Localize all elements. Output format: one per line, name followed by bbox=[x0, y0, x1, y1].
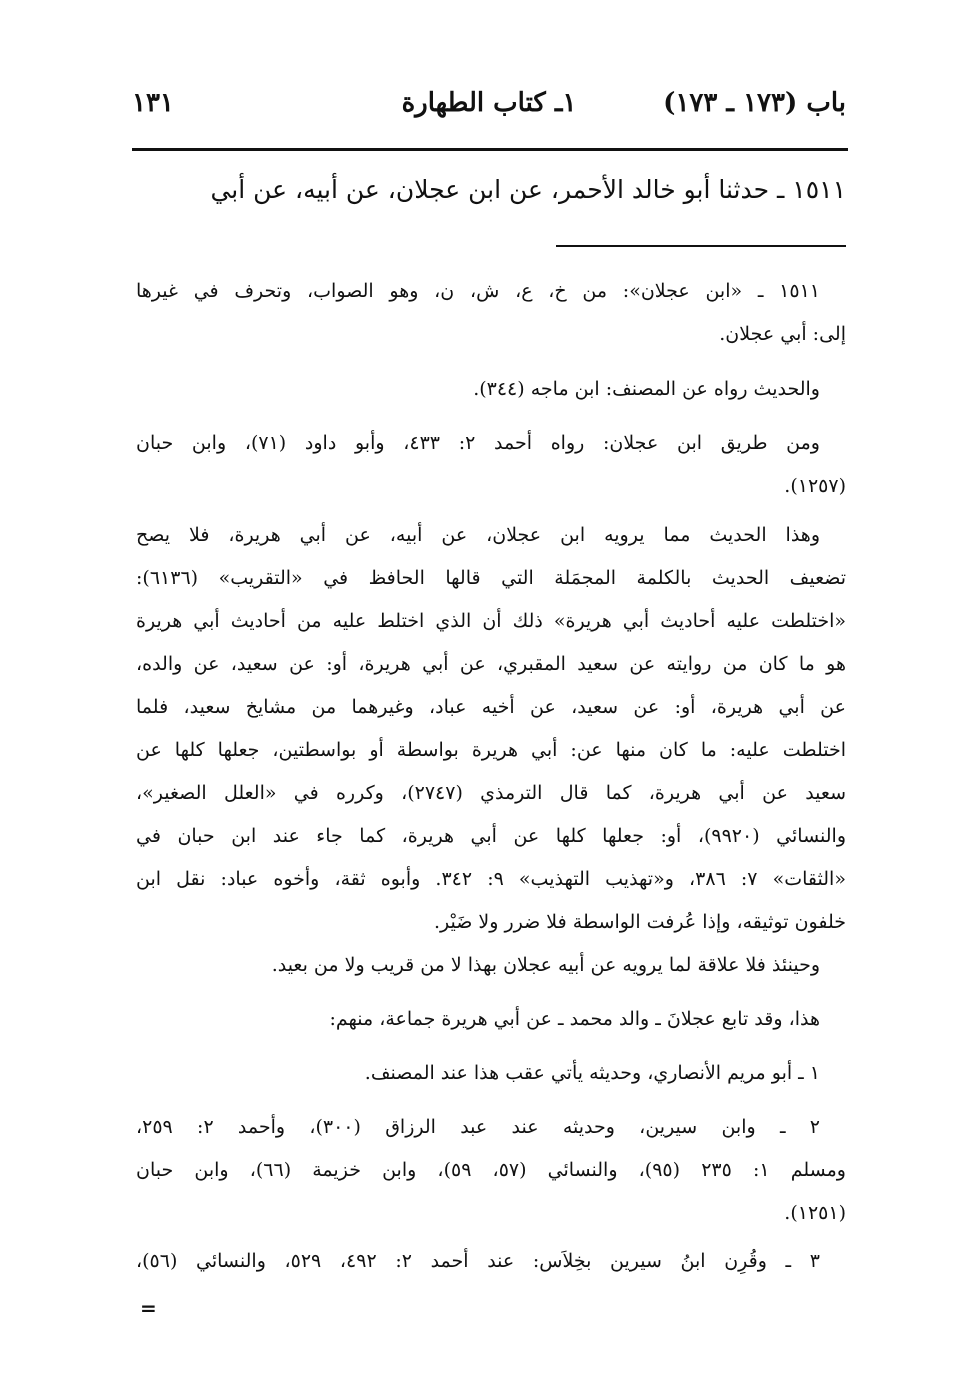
footnote-line: خلفون توثيقه، وإذا عُرفت الواسطة فلا ضرر ولا ضَيْر. bbox=[433, 911, 846, 933]
footnote-line: هذا، وقد تابع عجلانَ ـ والد محمد ـ عن أبي هريرة جماعة، منهم: bbox=[329, 1008, 820, 1030]
footnote-1511 bbox=[136, 270, 846, 356]
footnote-line: سعيد عن أبي هريرة، كما قال الترمذي (٢٧٤٧)، وكرره في «العلل الصغير»، bbox=[136, 782, 846, 804]
footnote-line: (١٢٥٧). bbox=[784, 475, 846, 497]
footnote-line: ومن طريق ابن عجلان: رواه أحمد ٢: ٤٣٣، وأبو داود (٧١)، وابن حبان bbox=[136, 432, 820, 454]
footnote-item-1 bbox=[136, 1052, 820, 1095]
footnote-line: ٢ ـ وابن سيرين، وحديثه عند عبد الرزاق (٣٠٠)، وأحمد ٢: ٢٥٩، bbox=[136, 1116, 820, 1138]
footnote-item-2 bbox=[136, 1106, 846, 1235]
footnote-ibn-majah bbox=[136, 368, 820, 411]
footnote-line: والنسائي (٩٩٢٠)، أو: جعلها كلها عن أبي هريرة، كما جاء عند ابن حبان في bbox=[136, 825, 846, 847]
footnote-line: إلى: أبي عجلان. bbox=[719, 323, 846, 345]
footnote-item-3 bbox=[136, 1240, 846, 1283]
footnote-discussion bbox=[136, 514, 846, 944]
continuation-mark: = bbox=[140, 1296, 157, 1320]
hadith-text: ١٥١١ ـ حدثنا أبو خالد الأحمر، عن ابن عجلان، عن أبيه، عن أبي bbox=[210, 175, 846, 204]
footnote-line: ١ ـ أبو مريم الأنصاري، وحديثه يأتي عقب هذا عند المصنف. bbox=[364, 1062, 820, 1084]
footnote-line: هو ما كان من روايته عن سعيد المقبري، عن أبي هريرة، أو: عن سعيد، عن والده، bbox=[136, 653, 846, 675]
footnote-ibn-ajlan-route bbox=[136, 422, 846, 508]
footnote-line: «اختلطت عليه أحاديث أبي هريرة» ذلك أن الذي اختلط عليه من أحاديث أبي هريرة bbox=[136, 610, 846, 632]
footnote-line: ١٥١١ ـ «ابن عجلان»: من خ، ع، ش، ن، وهو الصواب، وتحرف في غيرها bbox=[136, 280, 820, 302]
footnote-line: ومسلم ١: ٢٣٥ (٩٥)، والنسائي (٥٧، ٥٩)، وابن خزيمة (٦٦)، وابن حبان bbox=[136, 1159, 846, 1181]
book-heading: ١ـ كتاب الطهارة bbox=[401, 88, 577, 118]
footnote-line: والحديث رواه عن المصنف: ابن ماجه (٣٤٤). bbox=[473, 378, 820, 400]
running-header bbox=[132, 84, 846, 130]
page-number: ١٣١ bbox=[132, 88, 174, 118]
footnote-line: عن أبي هريرة، أو: عن سعيد، عن أخيه عباد، وغيرهما من مشايخ سعيد، فلما bbox=[136, 696, 846, 718]
footnote-line: وحينئذ فلا علاقة لما يرويه عن أبيه عجلان بهذا لا من قريب ولا من بعيد. bbox=[271, 954, 820, 976]
footnote-line: وهذا الحديث مما يرويه ابن عجلان، عن أبيه، عن أبي هريرة، فلا يصح bbox=[136, 524, 820, 546]
footnote-line: ٣ ـ وقُرِن ابنُ سيرين بخِلاَس: عند أحمد ٢: ٤٩٢، ٥٢٩، والنسائي (٥٦)، bbox=[136, 1250, 820, 1272]
footnote-line: تضعيف الحديث بالكلمة المجمَلة التي قالها الحافظ في «التقريب» (٦١٣٦): bbox=[136, 567, 846, 589]
footnote-line: (١٢٥١). bbox=[784, 1202, 846, 1224]
header-rule bbox=[132, 148, 848, 151]
footnote-conclusion bbox=[136, 944, 820, 987]
chapter-heading: باب (١٧٣ ـ ١٧٣) bbox=[663, 88, 846, 118]
footnote-line: «الثقات» ٧: ٣٨٦، و«تهذيب التهذيب» ٩: ٣٤٢. وأبوه ثقة، وأخوه عباد: نقل ابن bbox=[136, 868, 846, 890]
footnote-separator bbox=[556, 245, 846, 247]
footnote-line: اختلطت عليه: ما كان منها عن: أبي هريرة بواسطة أو بواسطتين، جعلها كلها عن bbox=[136, 739, 846, 761]
footnote-followers-intro bbox=[136, 998, 820, 1041]
